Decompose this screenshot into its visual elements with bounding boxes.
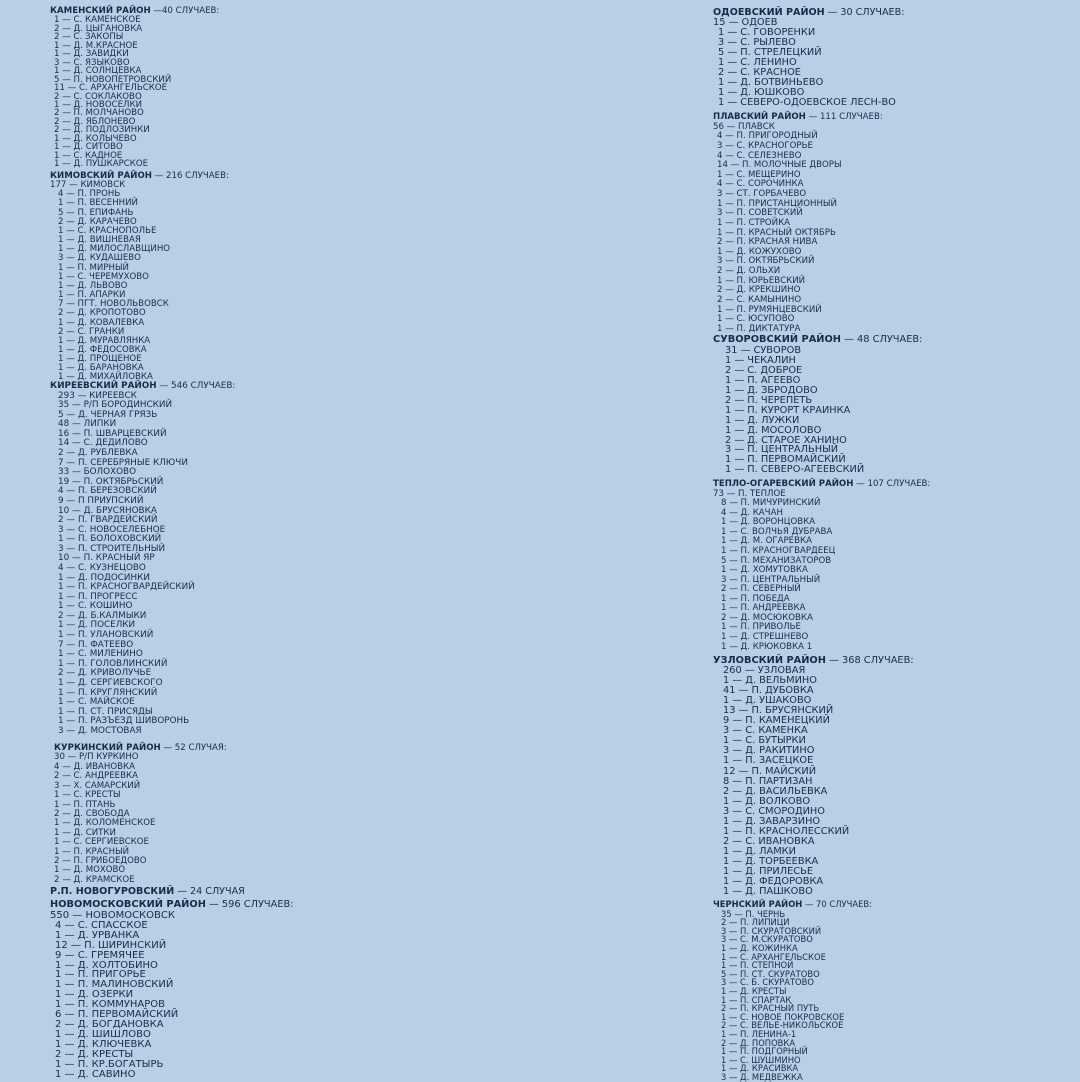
settlement-entry: 177 — КИМОВСК bbox=[50, 180, 126, 191]
settlement-entry: 1 — С. АРХАНГЕЛЬСКОЕ bbox=[721, 951, 826, 962]
settlement-entry: 1 — П. КРАСНОГВАРДЕЙСКИЙ bbox=[58, 582, 195, 593]
settlement-entry: 1 — СЕВЕРО-ОДОЕВСКОЕ ЛЕСН-ВО bbox=[718, 97, 896, 108]
settlement-entry: 2 — Д. ЦЫГАНОВКА bbox=[54, 23, 143, 34]
settlement-entry: 1 — Д. ФЕДОСОВКА bbox=[58, 344, 147, 355]
settlement-entry: 1 — П. КОММУНАРОВ bbox=[55, 999, 166, 1011]
district-case-total: — 52 СЛУЧАЯ: bbox=[163, 743, 227, 753]
settlement-entry: 2 — П. ЧЕРЕПЕТЬ bbox=[725, 394, 813, 406]
settlement-entry: 1 — П. КР.БОГАТЫРЬ bbox=[55, 1058, 164, 1070]
settlement-entry: 2 — П. КРАСНАЯ НИВА bbox=[717, 237, 818, 248]
settlement-entry: 9 — С. ГРЕМЯЧЕЕ bbox=[55, 949, 145, 961]
settlement-entry: 14 — С. ДЕДИЛОВО bbox=[58, 438, 148, 449]
settlement-entry: 1 — Д. БОТВИНЬЕВО bbox=[718, 77, 824, 88]
settlement-entry: 1 — С. КОШИНО bbox=[58, 601, 133, 612]
settlement-entry: 3 — Д. МОСТОВАЯ bbox=[58, 725, 142, 736]
settlement-entry: 19 — П. ОКТЯБРЬСКИЙ bbox=[58, 476, 164, 487]
settlement-entry: 41 — П. ДУБОВКА bbox=[723, 685, 814, 697]
settlement-entry: 1 — П. КРУГЛЯНСКИЙ bbox=[58, 687, 158, 698]
settlement-entry: 1 — Д. КОВАЛЕВКА bbox=[58, 317, 145, 328]
settlement-entry: 1 — Д. ПОСЕЛКИ bbox=[58, 620, 136, 631]
district-block bbox=[713, 335, 922, 475]
settlement-entry: 1 — П. ЛЕНИНА-1 bbox=[721, 1028, 797, 1039]
settlement-entry: 3 — Д. КУДАШЕВО bbox=[58, 253, 141, 264]
settlement-entry: 1 — П. СТЕПНОЙ bbox=[721, 960, 794, 971]
settlement-entry: 1 — Д. ПРИЛЕСЬЕ bbox=[723, 865, 814, 877]
district-case-total: — 107 СЛУЧАЕВ: bbox=[856, 479, 931, 489]
settlement-entry: 1 — С. НОВОЕ ПОКРОВСКОЕ bbox=[721, 1011, 845, 1022]
settlement-entry: 13 — П. БРУСЯНСКИЙ bbox=[723, 705, 834, 717]
district-block bbox=[50, 886, 245, 898]
settlement-entry: 2 — Д. БОГДАНОВКА bbox=[55, 1019, 164, 1031]
settlement-entry: 1 — Д. ПОДОСИНКИ bbox=[58, 572, 150, 583]
settlement-entry: 3 — П. ЦЕНТРАЛЬНЫЙ bbox=[725, 444, 839, 456]
settlement-entry: 33 — БОЛОХОВО bbox=[58, 467, 136, 478]
settlement-entry: 2 — С. СОКЛАКОВО bbox=[54, 91, 142, 102]
settlement-entry: 3 — С. НОВОСЕЛЕБНОЕ bbox=[58, 524, 166, 535]
district-case-total: — 24 СЛУЧАЯ bbox=[177, 886, 245, 897]
settlement-entry: 2 — Д. ВАСИЛЬЕВКА bbox=[723, 785, 828, 797]
settlement-entry: 5 — П. МЕХАНИЗАТОРОВ bbox=[721, 555, 832, 566]
settlement-entry: 1 — Д. КОЖИНКА bbox=[721, 942, 798, 953]
settlement-entry: 293 — КИРЕЕВСК bbox=[58, 390, 137, 401]
settlement-entry: 3 — П. СКУРАТОВСКИЙ bbox=[721, 925, 822, 936]
settlement-entry: 1 — Д. МОСОЛОВО bbox=[725, 424, 822, 436]
settlement-entry: 16 — П. ШВАРЦЕВСКИЙ bbox=[58, 428, 167, 439]
district-case-total: — 596 СЛУЧАЕВ: bbox=[209, 899, 294, 910]
settlement-entry: 1 — Д. ЗБРОДОВО bbox=[725, 384, 818, 396]
settlement-entry: 4 — Д. КАЧАН bbox=[721, 507, 783, 518]
district-name: НОВОМОСКОВСКИЙ РАЙОН bbox=[50, 899, 206, 910]
settlement-entry: 1 — Д. ВОРОНЦОВКА bbox=[721, 517, 816, 528]
settlement-entry: 2 — П. КРАСНЫЙ ПУТЬ bbox=[721, 1003, 820, 1014]
settlement-entry: 4 — П. ПРИГОРОДНЫЙ bbox=[717, 131, 818, 142]
settlement-entry: 1 — Д. ЛУЖКИ bbox=[725, 414, 800, 426]
settlement-entry: 1 — Д. УШАКОВО bbox=[723, 695, 812, 707]
district-name: КИРЕЕВСКИЙ РАЙОН bbox=[50, 381, 157, 391]
settlement-entry: 1 — С. МИЛЕНИНО bbox=[58, 649, 143, 660]
district-name: ЧЕРНСКИЙ РАЙОН bbox=[713, 899, 803, 909]
settlement-entry: 2 — С. ДОБРОЕ bbox=[725, 364, 803, 376]
settlement-entry: 2 — Д. КРОПОТОВО bbox=[58, 308, 146, 319]
settlement-entry: 1 — П. ГОЛОВЛИНСКИЙ bbox=[58, 658, 168, 669]
settlement-entry: 4 — С. СПАССКОЕ bbox=[55, 919, 148, 931]
settlement-entry: 1 — П. АПАРКИ bbox=[58, 290, 126, 301]
settlement-entry: 5 — П. СТРЕЛЕЦКИЙ bbox=[718, 47, 822, 58]
settlement-entry: 1 — Д. КОЛЫЧЕВО bbox=[54, 133, 137, 144]
settlement-entry: 2 — Д. МОСЮКОВКА bbox=[721, 612, 813, 623]
settlement-entry: 1 — Д. ПУШКАРСКОЕ bbox=[54, 159, 149, 170]
settlement-entry: 1 — Д. ВЕЛЬМИНО bbox=[723, 675, 817, 687]
settlement-entry: 1 — С. ГОВОРЕНКИ bbox=[718, 27, 816, 38]
district-case-total: — 216 СЛУЧАЕВ: bbox=[154, 171, 229, 181]
settlement-entry: 7 — ПГТ. НОВОЛЬВОВСК bbox=[58, 299, 169, 310]
settlement-entry: 35 — Р/П БОРОДИНСКИЙ bbox=[58, 400, 173, 411]
settlement-entry: 3 — Х. САМАРСКИЙ bbox=[54, 780, 141, 791]
settlement-entry: 1 — Д. ЛАМКИ bbox=[723, 845, 796, 857]
settlement-entry: 11 — С. АРХАНГЕЛЬСКОЕ bbox=[54, 83, 168, 94]
settlement-entry: 1 — П. СТ. ПРИСЯДЫ bbox=[58, 706, 153, 717]
settlement-entry: 2 — П. СЕВЕРНЫЙ bbox=[721, 584, 801, 595]
settlement-entry: 3 — П. СТРОИТЕЛЬНЫЙ bbox=[58, 543, 166, 554]
settlement-entry: 2 — П. ЛИПИЦИ bbox=[721, 917, 790, 928]
settlement-entry: 1 — П. ЗАСЕЦКОЕ bbox=[723, 755, 814, 767]
settlement-entry: 1 — Д. СИТОВО bbox=[54, 142, 123, 153]
settlement-entry: 1 — Д. КРАСИВКА bbox=[721, 1063, 799, 1074]
settlement-entry: 3 — С. КАМЕНКА bbox=[723, 725, 808, 737]
settlement-entry: 1 — С. ЮСУПОВО bbox=[717, 314, 795, 325]
settlement-entry: 2 — Д. ПОДЛОЗИНКИ bbox=[54, 125, 150, 136]
settlement-entry: 73 — П. ТЕПЛОЕ bbox=[713, 488, 786, 499]
district-name: КАМЕНСКИЙ РАЙОН bbox=[50, 6, 151, 16]
settlement-entry: 1 — П. ДИКТАТУРА bbox=[717, 323, 801, 334]
settlement-entry: 1 — С. МЕЩЕРИНО bbox=[717, 169, 801, 180]
settlement-entry: 2 — С. КАМЫНИНО bbox=[717, 294, 802, 305]
settlement-entry: 2 — Д. Б.КАЛМЫКИ bbox=[58, 610, 147, 621]
settlement-entry: 1 — С. ШУШМИНО bbox=[721, 1054, 801, 1065]
district-case-total: — 30 СЛУЧАЕВ: bbox=[827, 7, 905, 18]
settlement-entry: 1 — Д. КОЖУХОВО bbox=[717, 246, 802, 257]
settlement-entry: 2 — П. ГРИБОЕДОВО bbox=[54, 856, 147, 867]
settlement-entry: 1 — С. ВОЛЧЬЯ ДУБРАВА bbox=[721, 526, 833, 537]
settlement-entry: 1 — Д. БАРАНОВКА bbox=[58, 363, 144, 374]
district-header bbox=[50, 886, 245, 898]
settlement-entry: 1 — П. РУМЯНЦЕВСКИЙ bbox=[717, 304, 822, 315]
settlement-entry: 2 — С. АНДРЕЕВКА bbox=[54, 771, 138, 782]
settlement-entry: 1 — П. ВЕСЕННИЙ bbox=[58, 198, 138, 209]
settlement-entry: 4 — Д. ИВАНОВКА bbox=[54, 761, 136, 772]
settlement-entry: 550 — НОВОМОСКОВСК bbox=[50, 909, 175, 921]
settlement-entry: 2 — С. ВЕЛЬЕ-НИКОЛЬСКОЕ bbox=[721, 1020, 844, 1031]
settlement-entry: 1 — Д. ПРОЩЕНОЕ bbox=[58, 354, 142, 365]
settlement-entry: 1 — Д. КРЮКОВКА 1 bbox=[721, 641, 813, 652]
settlement-entry: 1 — П. ПРИГОРЬЕ bbox=[55, 969, 146, 981]
settlement-entry: 1 — П. ПОДГОРНЫЙ bbox=[721, 1046, 808, 1057]
settlement-entry: 1 — Д. УРВАНКА bbox=[55, 929, 140, 941]
settlement-entry: 3 — Д. РАКИТИНО bbox=[723, 745, 815, 757]
settlement-entry: 1 — С. ЧЕРЕМУХОВО bbox=[58, 271, 149, 282]
settlement-entry: 3 — С. ЯЗЫКОВО bbox=[54, 57, 130, 68]
settlement-entry: 8 — П. МИЧУРИНСКИЙ bbox=[721, 498, 821, 509]
settlement-entry: 2 — С. ГРАНКИ bbox=[58, 326, 125, 337]
settlement-entry: 2 — С. ЗАКОПЫ bbox=[54, 32, 124, 43]
settlement-entry: 1 — Д. МОХОВО bbox=[54, 865, 126, 876]
settlement-entry: 2 — Д. СТАРОЕ ХАНИНО bbox=[725, 434, 847, 446]
district-block bbox=[50, 381, 235, 736]
settlement-entry: 3 — П. ЦЕНТРАЛЬНЫЙ bbox=[721, 574, 821, 585]
district-name: ПЛАВСКИЙ РАЙОН bbox=[713, 112, 806, 122]
settlement-entry: 3 — С. РЫЛЕВО bbox=[718, 37, 796, 48]
settlement-entry: 1 — П. ПОБЕДА bbox=[721, 593, 790, 604]
settlement-entry: 1 — П. ПРОГРЕСС bbox=[58, 591, 138, 602]
settlement-entry: 2 — Д. ОЛЬХИ bbox=[717, 266, 781, 276]
settlement-entry: 1 — Д. КЛЮЧЕВКА bbox=[55, 1038, 152, 1050]
settlement-entry: 4 — П. ПРОНЬ bbox=[58, 189, 121, 200]
district-block bbox=[713, 655, 914, 897]
district-header bbox=[713, 479, 930, 490]
district-block bbox=[713, 479, 930, 652]
settlement-entry: 2 — П. ГВАРДЕЙСКИЙ bbox=[58, 515, 158, 526]
settlement-entry: 1 — П. АГЕЕВО bbox=[725, 374, 801, 386]
district-name: КУРКИНСКИЙ РАЙОН bbox=[54, 743, 161, 753]
settlement-entry: 1 — Д. ШИШЛОВО bbox=[55, 1028, 151, 1040]
settlement-entry: 8 — П. ПАРТИЗАН bbox=[723, 775, 813, 787]
settlement-entry: 2 — Д. КРИВОЛУЧЬЕ bbox=[58, 668, 152, 679]
settlement-entry: 1 — П. ПРИВОЛЬЕ bbox=[721, 622, 801, 633]
settlement-entry: 4 — С. СЕЛЕЗНЕВО bbox=[717, 150, 802, 161]
district-block bbox=[713, 7, 904, 108]
district-case-total: —40 СЛУЧАЕВ: bbox=[153, 6, 220, 16]
settlement-entry: 1 — П. ПРИСТАНЦИОННЫЙ bbox=[717, 198, 837, 209]
settlement-entry: 1 — П. РАЗЪЕЗД ШИВОРОНЬ bbox=[58, 716, 190, 727]
settlement-entry: 1 — С. КРАСНОПОЛЬЕ bbox=[58, 225, 157, 236]
settlement-entry: 1 — С. МАЙСКОЕ bbox=[58, 697, 135, 708]
settlement-entry: 3 — С. Б. СКУРАТОВО bbox=[721, 977, 814, 988]
settlement-entry: 1 — П. МАЛИНОВСКИЙ bbox=[55, 979, 174, 991]
settlement-entry: 1 — Д. М. ОГАРЕВКА bbox=[721, 536, 812, 547]
settlement-entry: 1 — Д. ФЕДОРОВКА bbox=[723, 876, 824, 888]
settlement-entry: 3 — П. ОКТЯБРЬСКИЙ bbox=[717, 256, 815, 267]
settlement-entry: 48 — ЛИПКИ bbox=[58, 419, 117, 430]
settlement-entry: 4 — С. КУЗНЕЦОВО bbox=[58, 562, 146, 573]
district-case-total: — 70 СЛУЧАЕВ: bbox=[805, 899, 872, 909]
district-case-total: — 48 СЛУЧАЕВ: bbox=[844, 334, 923, 345]
settlement-entry: 1 — Д. МУРАВЛЯНКА bbox=[58, 335, 151, 346]
settlement-entry: 2 — С. ИВАНОВКА bbox=[723, 835, 815, 847]
settlement-entry: 1 — П. КРАСНОГВАРДЕЕЦ bbox=[721, 545, 836, 556]
settlement-entry: 1 — П. ПТАНЬ bbox=[54, 799, 116, 810]
settlement-entry: 35 — П. ЧЕРНЬ bbox=[721, 908, 786, 919]
district-case-total: — 546 СЛУЧАЕВ: bbox=[159, 381, 236, 391]
settlement-entry: 1 — Д. МИЛОСЛАВЩИНО bbox=[58, 244, 171, 255]
district-block bbox=[50, 900, 294, 1080]
settlement-entry: 15 — ОДОЕВ bbox=[713, 17, 778, 28]
district-name: УЗЛОВСКИЙ РАЙОН bbox=[713, 655, 826, 666]
settlement-entry: 1 — П. БОЛОХОВСКИЙ bbox=[58, 534, 162, 545]
settlement-entry: 1 — Д. ХОЛТОБИНО bbox=[55, 959, 158, 971]
settlement-entry: 1 — П. ПЕРВОМАЙСКИЙ bbox=[725, 454, 846, 466]
settlement-entry: 9 — П. КАМЕНЕЦКИЙ bbox=[723, 715, 830, 727]
settlement-entry: 5 — П. СТ. СКУРАТОВО bbox=[721, 968, 820, 979]
settlement-entry: 1 — Д. ВОЛКОВО bbox=[723, 795, 811, 807]
settlement-entry: 1 — Д. КОЛОМЕНСКОЕ bbox=[54, 818, 156, 829]
settlement-entry: 2 — Д. ЯБЛОНЕВО bbox=[54, 116, 136, 127]
settlement-entry: 1 — Д. СТРЕШНЕВО bbox=[721, 632, 809, 642]
settlement-entry: 1 — П. МИРНЫЙ bbox=[58, 262, 129, 273]
settlement-entry: 12 — П. МАЙСКИЙ bbox=[723, 765, 817, 777]
settlement-entry: 12 — П. ШИРИНСКИЙ bbox=[55, 939, 167, 951]
settlement-entry: 3 — С. М.СКУРАТОВО bbox=[721, 934, 813, 945]
district-case-total: — 111 СЛУЧАЕВ: bbox=[808, 112, 883, 122]
district-block bbox=[50, 7, 219, 169]
settlement-entry: 1 — П. КРАСНОЛЕССКИЙ bbox=[723, 825, 850, 837]
settlement-entry: 1 — П. СПАРТАК bbox=[721, 994, 792, 1005]
settlement-entry: 1 — Д. НОВОСЕЛКИ bbox=[54, 99, 143, 110]
district-case-total: — 368 СЛУЧАЕВ: bbox=[829, 655, 914, 666]
settlement-entry: 2 — Д. КРАМСКОЕ bbox=[54, 874, 135, 885]
district-name: ОДОЕВСКИЙ РАЙОН bbox=[713, 7, 825, 18]
settlement-entry: 2 — П. МОЛЧАНОВО bbox=[54, 108, 144, 119]
settlement-entry: 30 — Р/П КУРКИНО bbox=[54, 752, 139, 763]
settlement-entry: 1 — П. КРАСНЫЙ ОКТЯБРЬ bbox=[717, 227, 836, 238]
settlement-entry: 3 — С. СМОРОДИНО bbox=[723, 805, 826, 817]
settlement-entry: 1 — Д. ЗАВАРЗИНО bbox=[723, 815, 821, 827]
settlement-entry: 1 — С. ЛЕНИНО bbox=[718, 57, 797, 68]
settlement-entry: 1 — Д. ВИШНЕВАЯ bbox=[58, 235, 141, 246]
settlement-entry: 9 — П ПРИУПСКИЙ bbox=[58, 495, 144, 506]
settlement-entry: 3 — Д. МЕДВЕЖКА bbox=[721, 1071, 803, 1082]
settlement-entry: 2 — Д. РУБЛЕВКА bbox=[58, 448, 138, 459]
settlement-entry: 1 — Д. М.КРАСНОЕ bbox=[54, 40, 138, 51]
settlement-entry: 1 — С. СЕРГИЕВСКОЕ bbox=[54, 837, 149, 848]
district-block bbox=[713, 112, 883, 334]
settlement-entry: 1 — Д. ХОМУТОВКА bbox=[721, 565, 808, 576]
district-name: Р.П. НОВОГУРОВСКИЙ bbox=[50, 886, 175, 897]
settlement-entry: 1 — ЧЕКАЛИН bbox=[725, 354, 796, 366]
settlement-entry: 1 — Д. САВИНО bbox=[55, 1068, 136, 1080]
settlement-entry: 1 — П. СТРОЙКА bbox=[717, 217, 791, 228]
settlement-entry: 1 — П. АНДРЕЕВКА bbox=[721, 603, 806, 614]
settlement-entry: 5 — Д. ЧЕРНАЯ ГРЯЗЬ bbox=[58, 409, 158, 420]
settlement-entry: 1 — П. КРАСНЫЙ bbox=[54, 846, 130, 857]
settlement-entry: 1 — Д. КРЕСТЫ bbox=[721, 985, 787, 996]
settlement-entry: 2 — Д. КРЕКШИНО bbox=[717, 285, 801, 296]
settlement-entry: 1 — Д. СЕРГИЕВСКОГО bbox=[58, 677, 163, 688]
settlement-entry: 2 — С. КРАСНОЕ bbox=[718, 67, 802, 78]
settlement-entry: 1 — Д. СИТКИ bbox=[54, 827, 116, 838]
district-block bbox=[713, 900, 872, 1081]
settlement-entry: 5 — П. ЕПИФАНЬ bbox=[58, 207, 134, 218]
settlement-entry: 1 — Д. СОЛНЦЕВКА bbox=[54, 66, 142, 77]
settlement-entry: 2 — Д. ПОПОВКА bbox=[721, 1037, 796, 1048]
settlement-entry: 1 — С. КРЕСТЫ bbox=[54, 790, 121, 801]
district-name: СУВОРОВСКИЙ РАЙОН bbox=[713, 334, 842, 345]
settlement-entry: 1 — П. КУРОРТ КРАИНКА bbox=[725, 404, 851, 416]
settlement-entry: 1 — П. СЕВЕРО-АГЕЕВСКИЙ bbox=[725, 464, 865, 476]
settlement-entry: 1 — С. КАДНОЕ bbox=[54, 150, 123, 161]
settlement-entry: 3 — П. СОВЕТСКИЙ bbox=[717, 208, 803, 219]
district-block bbox=[50, 743, 227, 885]
settlement-entry: 7 — П. ФАТЕЕВО bbox=[58, 639, 134, 650]
settlement-entry: 1 — С. КАМЕНСКОЕ bbox=[54, 15, 141, 26]
settlement-entry: 1 — С. БУТЫРКИ bbox=[723, 735, 806, 747]
settlement-entry: 1 — Д. ТОРБЕЕВКА bbox=[723, 855, 819, 867]
settlement-entry: 31 — СУВОРОВ bbox=[725, 344, 802, 356]
settlement-entry: 2 — Д. КРЕСТЫ bbox=[55, 1048, 134, 1060]
settlement-entry: 1 — Д. ЛЬВОВО bbox=[58, 280, 128, 291]
settlement-entry: 1 — П. ЮРЬЕВСКИЙ bbox=[717, 275, 806, 286]
settlement-entry: 260 — УЗЛОВАЯ bbox=[723, 665, 806, 677]
settlement-entry: 3 — СТ. ГОРБАЧЕВО bbox=[717, 189, 807, 199]
settlement-entry: 3 — С. КРАСНОГОРЬЕ bbox=[717, 140, 813, 151]
settlement-entry: 4 — П. БЕРЕЗОВСКИЙ bbox=[58, 486, 157, 497]
district-block bbox=[50, 171, 229, 383]
settlement-entry: 4 — С. СОРОЧИНКА bbox=[717, 179, 804, 190]
settlement-entry: 7 — П. СЕРЕБРЯНЫЕ КЛЮЧИ bbox=[58, 457, 188, 468]
settlement-entry: 1 — Д. ПАШКОВО bbox=[723, 886, 813, 898]
district-name: ТЕПЛО-ОГАРЕВСКИЙ РАЙОН bbox=[713, 479, 854, 489]
district-name: КИМОВСКИЙ РАЙОН bbox=[50, 171, 152, 181]
settlement-entry: 1 — Д. ОЗЕРКИ bbox=[55, 989, 134, 1001]
settlement-entry: 14 — П. МОЛОЧНЫЕ ДВОРЫ bbox=[717, 160, 842, 171]
settlement-entry: 10 — Д. БРУСЯНОВКА bbox=[58, 505, 157, 516]
settlement-entry: 2 — Д. КАРАЧЕВО bbox=[58, 216, 137, 227]
settlement-entry: 1 — П. УЛАНОВСКИЙ bbox=[58, 630, 154, 641]
settlement-entry: 6 — П. ПЕРВОМАЙСКИЙ bbox=[55, 1009, 179, 1021]
district-header bbox=[50, 381, 235, 392]
settlement-entry: 2 — Д. СВОБОДА bbox=[54, 808, 130, 819]
settlement-entry: 1 — Д. МИХАЙЛОВКА bbox=[58, 372, 153, 383]
settlement-entry: 5 — П. НОВОПЕТРОВСКИЙ bbox=[54, 74, 172, 85]
settlement-entry: 1 — Д. ЗАВИДКИ bbox=[54, 49, 129, 60]
settlement-entry: 10 — П. КРАСНЫЙ ЯР bbox=[58, 553, 155, 564]
settlement-entry: 1 — Д. ЮШКОВО bbox=[718, 87, 805, 98]
settlement-entry: 56 — ПЛАВСК bbox=[713, 121, 775, 132]
